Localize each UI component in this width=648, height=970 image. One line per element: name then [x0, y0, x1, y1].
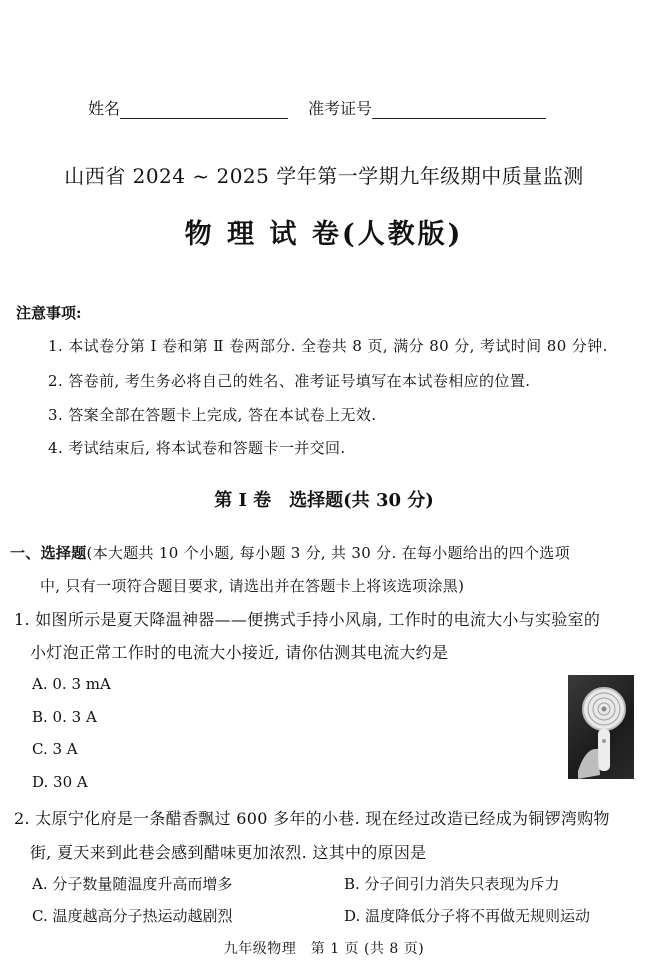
handheld-fan-photo [568, 675, 634, 779]
question-2-option-d: D. 温度降低分子将不再做无规则运动 [344, 907, 591, 925]
question-2-line2: 街, 夏天来到此巷会感到醋味更加浓烈. 这其中的原因是 [30, 843, 427, 862]
part-instructions-line1: (本大题共 10 个小题, 每小题 3 分, 共 30 分. 在每小题给出的四个选项 [86, 544, 570, 562]
question-1-option-a: A. 0. 3 mA [32, 675, 111, 693]
question-1-option-c: C. 3 A [32, 740, 78, 758]
question-2-line1: 2. 太原宁化府是一条醋香飘过 600 多年的小巷. 现在经过改造已经成为铜锣湾购物 [14, 809, 610, 828]
section-title: 第 Ⅰ 卷 选择题(共 30 分) [214, 490, 434, 511]
id-label: 准考证号 [308, 99, 373, 118]
part-instructions-line2: 中, 只有一项符合题目要求, 请选出并在答题卡上将该选项涂黑) [40, 577, 465, 595]
notice-heading: 注意事项: [16, 304, 82, 322]
id-blank-line [372, 102, 546, 119]
question-1-line2: 小灯泡正常工作时的电流大小接近, 请你估测其电流大约是 [30, 643, 449, 662]
page-footer: 九年级物理 第 1 页 (共 8 页) [223, 941, 425, 957]
name-label: 姓名 [88, 99, 121, 118]
name-blank-line [120, 102, 288, 119]
exam-title: 山西省 2024 ~ 2025 学年第一学期九年级期中质量监测 [64, 164, 584, 188]
question-2-option-b: B. 分子间引力消失只表现为斥力 [344, 875, 560, 893]
part-label: 一、选择题 [10, 544, 87, 562]
notice-item: 3. 答案全部在答题卡上完成, 答在本试卷上无效. [48, 406, 377, 424]
question-1-option-d: D. 30 A [32, 773, 88, 791]
name-id-row [88, 96, 546, 119]
question-2-option-c: C. 温度越高分子热运动越剧烈 [32, 907, 233, 925]
notice-item: 4. 考试结束后, 将本试卷和答题卡一并交回. [48, 439, 346, 457]
notice-item: 2. 答卷前, 考生务必将自己的姓名、准考证号填写在本试卷相应的位置. [48, 372, 531, 390]
question-1-option-b: B. 0. 3 A [32, 708, 97, 726]
notice-item: 1. 本试卷分第 Ⅰ 卷和第 Ⅱ 卷两部分. 全卷共 8 页, 满分 80 分, 考试时间 80 分钟. [48, 337, 608, 355]
handheld-fan-illustration [568, 675, 634, 779]
question-2-option-a: A. 分子数量随温度升高而增多 [32, 875, 233, 893]
question-1-line1: 1. 如图所示是夏天降温神器——便携式手持小风扇, 工作时的电流大小与实验室的 [14, 610, 601, 629]
paper-title: 物 理 试 卷(人教版) [184, 219, 464, 250]
part-heading [10, 542, 570, 563]
